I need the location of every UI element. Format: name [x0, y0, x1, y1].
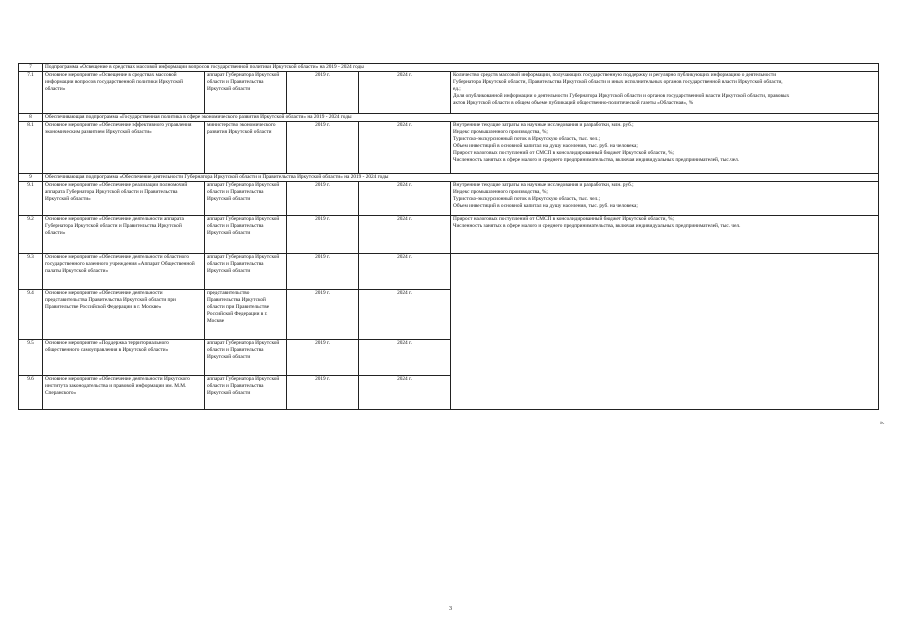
item-number: 9.5 [19, 340, 43, 376]
start-year: 2019 г. [287, 72, 359, 114]
item-number: 8.1 [19, 122, 43, 174]
indicator-line: Индекс промышленного производства, %; [453, 188, 548, 195]
indicator-line: Губернатора Иркутской области, Правительства Иркутской области и иных исполнительных органов государственной власти Иркутской области, [453, 78, 783, 85]
start-year: 2019 г. [287, 290, 359, 340]
section-number: 7 [19, 64, 43, 72]
page-number: 3 [449, 606, 452, 612]
section-row [19, 174, 879, 182]
measure-name: Основное мероприятие «Обеспечение деятельности областного государственного казенного учреждения «Аппарат Общественной палаты Иркутской области» [43, 254, 205, 290]
indicators-cell-empty [451, 254, 879, 410]
indicator-line: Численность занятых в сфере малого и среднего предпринимательства, включая индивидуальных предпринимателей, тыс.чел. [453, 156, 740, 163]
indicators-cell [451, 122, 879, 174]
end-year: 2024 г. [359, 254, 451, 290]
indicator-line: Объем инвестиций в основной капитал на душу населения, тыс. руб. на человека; [453, 142, 638, 149]
indicator-line: ед.; [453, 85, 461, 92]
section-title: Обеспечивающая подпрограмма «Государственная политика в сфере экономического развития Иркутской области» на 2019 - 2024 годы [43, 114, 879, 122]
program-table [18, 63, 879, 410]
indicators-cell [451, 216, 879, 254]
start-year: 2019 г. [287, 216, 359, 254]
item-number: 9.2 [19, 216, 43, 254]
indicator-line: Индекс промышленного производства, %; [453, 128, 548, 135]
executor: аппарат Губернатора Иркутской области и Правительства Иркутской области [205, 254, 287, 290]
indicator-line: Внутренние текущие затраты на научные исследования и разработки, млн. руб.; [453, 182, 634, 188]
indicator-line: актов Иркутской области в общем объеме публикаций общественно-политической газеты «Областная», % [453, 99, 694, 106]
section-row [19, 114, 879, 122]
item-number: 9.6 [19, 376, 43, 410]
start-year: 2019 г. [287, 182, 359, 216]
section-row [19, 64, 879, 72]
section-title: Подпрограмма «Освещение в средствах массовой информации вопросов государственной политики Иркутской области» на 2019 - 2024 годы [43, 64, 879, 72]
indicator-line: Туристско-экскурсионный поток в Иркутскую область, тыс. чел.; [453, 195, 601, 202]
section-number: 8 [19, 114, 43, 122]
end-year: 2024 г. [359, 376, 451, 410]
end-year: 2024 г. [359, 182, 451, 216]
indicator-line: Прирост налоговых поступлений от СМСП в консолидированный бюджет Иркутской области, %; [453, 149, 675, 156]
end-year: 2024 г. [359, 216, 451, 254]
section-number: 9 [19, 174, 43, 182]
executor: аппарат Губернатора Иркутской области и Правительства Иркутской области [205, 376, 287, 410]
indicator-line: Внутренние текущие затраты на научные исследования и разработки, млн. руб.; [453, 122, 634, 128]
start-year: 2019 г. [287, 340, 359, 376]
executor: аппарат Губернатора Иркутской области и Правительства Иркутской области [205, 216, 287, 254]
executor: министерство экономического развития Иркутской области [205, 122, 287, 174]
indicator-line: Туристско-экскурсионный поток в Иркутскую область, тыс. чел.; [453, 135, 601, 142]
executor: аппарат Губернатора Иркутской области и Правительства Иркутской области [205, 72, 287, 114]
table-row [19, 254, 879, 290]
indicators-cell [451, 182, 879, 216]
indicators-cell [451, 72, 879, 114]
indicator-line: Доля опубликованной информации о деятельности Губернатора Иркутской области и органов государственной власти Иркутской области, правовых [453, 92, 790, 99]
end-year: 2024 г. [359, 72, 451, 114]
measure-name: Основное мероприятие «Обеспечение деятельности Иркутского института законодательства и правовой информации им. М.М. Сперанского» [43, 376, 205, 410]
indicator-line: Численность занятых в сфере малого и среднего предпринимательства, включая индивидуальных предпринимателей, тыс. чел. [453, 222, 741, 229]
start-year: 2019 г. [287, 122, 359, 174]
end-year: 2024 г. [359, 340, 451, 376]
item-number: 9.4 [19, 290, 43, 340]
executor: аппарат Губернатора Иркутской области и Правительства Иркутской области [205, 340, 287, 376]
item-number: 9.1 [19, 182, 43, 216]
table-row [19, 72, 879, 114]
table-row [19, 216, 879, 254]
measure-name: Основное мероприятие «Обеспечение деятельности представительства Правительства Иркутской области при Правительстве Российской Федерации в г. Москве» [43, 290, 205, 340]
end-year: 2024 г. [359, 290, 451, 340]
indicator-line: Прирост налоговых поступлений от СМСП в консолидированный бюджет Иркутской области, %; [453, 216, 675, 222]
item-number: 9.3 [19, 254, 43, 290]
indicator-line: Количество средств массовой информации, получающих государственную поддержку и регулярно публикующих информацию о деятельности [453, 72, 777, 78]
measure-name: Основное мероприятие «Поддержка территориального общественного самоуправления в Иркутской области» [43, 340, 205, 376]
indicator-line: Объем инвестиций в основной капитал на душу населения, тыс. руб. на человека; [453, 202, 638, 209]
measure-name: Основное мероприятие «Обеспечение реализации полномочий аппарата Губернатора Иркутской области и Правительства Иркутской области» [43, 182, 205, 216]
closing-quote-mark: ». [880, 420, 885, 426]
measure-name: Основное мероприятие «Обеспечение эффективного управления экономическим развитием Иркутской области» [43, 122, 205, 174]
measure-name: Основное мероприятие «Освещение в средствах массовой информации вопросов государственной политики Иркутской области» [43, 72, 205, 114]
measure-name: Основное мероприятие «Обеспечение деятельности аппарата Губернатора Иркутской области и Правительства Иркутской области» [43, 216, 205, 254]
table-row [19, 182, 879, 216]
end-year: 2024 г. [359, 122, 451, 174]
executor: аппарат Губернатора Иркутской области и Правительства Иркутской области [205, 182, 287, 216]
section-title: Обеспечивающая подпрограмма «Обеспечение деятельности Губернатора Иркутской области и Правительства Иркутской области» на 2019 - 2024 годы [43, 174, 879, 182]
executor: представительство Правительства Иркутской области при Правительстве Российской Федерации в г. Москве [205, 290, 287, 340]
start-year: 2019 г. [287, 376, 359, 410]
start-year: 2019 г. [287, 254, 359, 290]
table-row [19, 122, 879, 174]
item-number: 7.1 [19, 72, 43, 114]
